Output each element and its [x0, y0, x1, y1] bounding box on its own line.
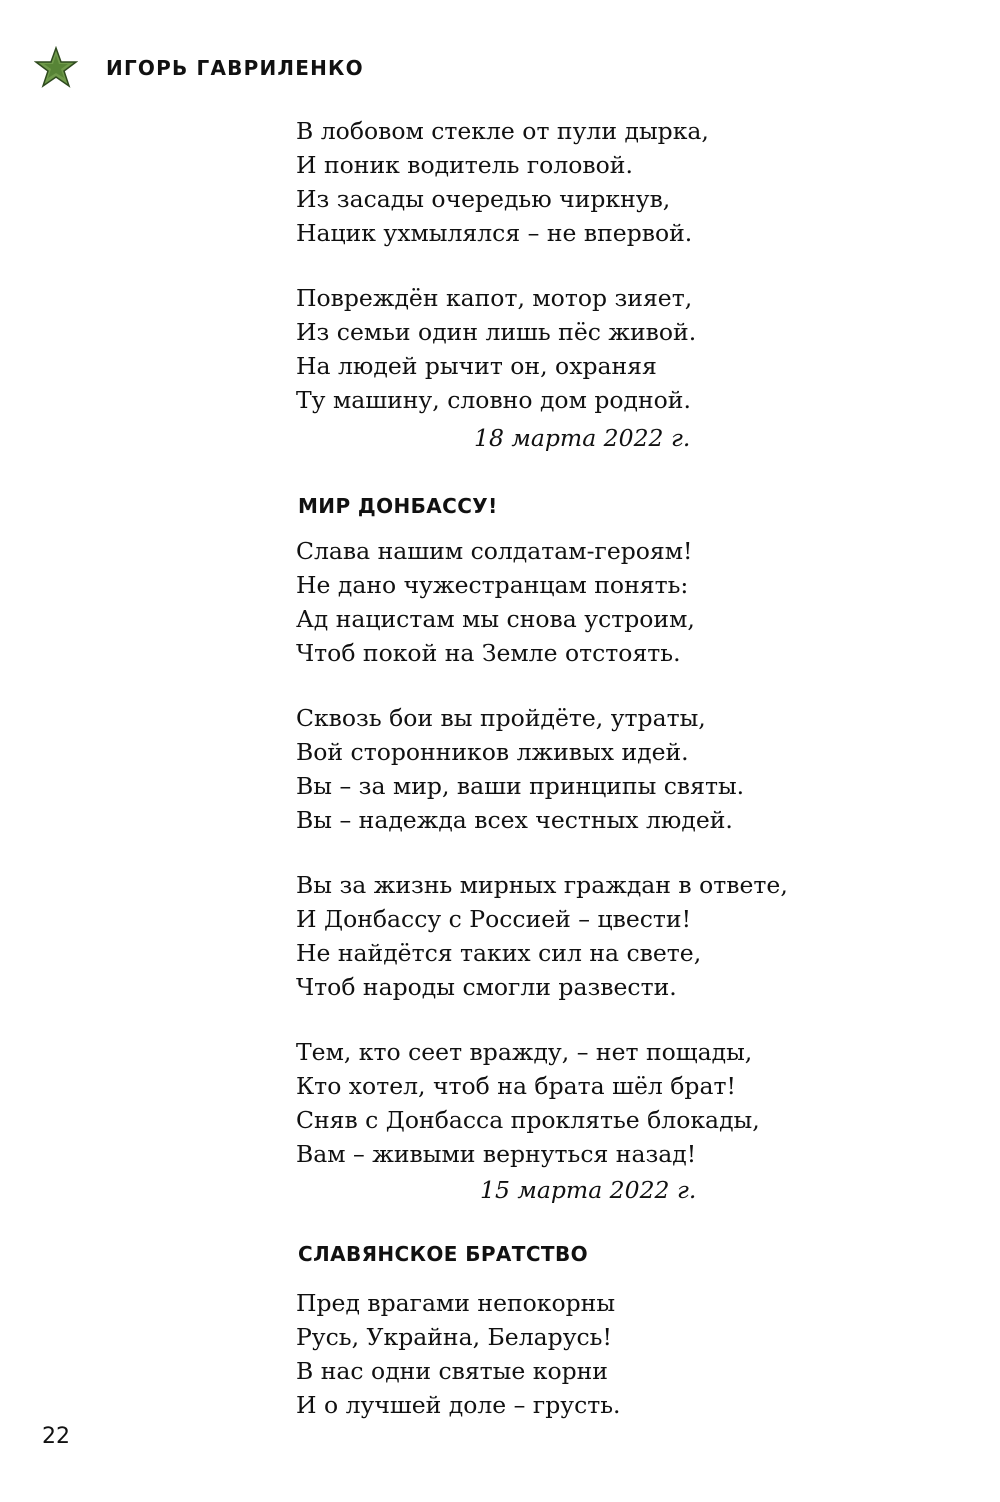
poem-line: Русь, Украйна, Беларусь! [296, 1323, 612, 1351]
poem-line: Слава нашим солдатам-героям! [296, 537, 693, 565]
poem-3-title: СЛАВЯНСКОЕ БРАТСТВО [298, 1242, 588, 1266]
poem-line: В лобовом стекле от пули дырка, [296, 117, 709, 145]
poem-line: Ту машину, словно дом родной. [296, 386, 691, 414]
star-icon [34, 46, 78, 90]
poem-line: Вы за жизнь мирных граждан в ответе, [296, 871, 788, 899]
page-number: 22 [42, 1424, 70, 1449]
poem-line: Пред врагами непокорны [296, 1289, 616, 1317]
poem-2 [296, 534, 788, 1171]
poem-line: Сквозь бои вы пройдёте, утраты, [296, 704, 706, 732]
poem-line: Из засады очередью чиркнув, [296, 185, 671, 213]
author-name: ИГОРЬ ГАВРИЛЕНКО [106, 56, 364, 80]
poem-line: Вы – надежда всех честных людей. [296, 806, 733, 834]
poem-line: Вам – живыми вернуться назад! [296, 1140, 697, 1168]
poem-line: Вы – за мир, ваши принципы святы. [296, 772, 745, 800]
poem-1 [296, 114, 709, 417]
poem-line: Чтоб народы смогли развести. [296, 973, 677, 1001]
poem-line: В нас одни святые корни [296, 1357, 608, 1385]
poem-line: На людей рычит он, охраняя [296, 352, 657, 380]
poem-line: Не найдётся таких сил на свете, [296, 939, 702, 967]
poem-line: Тем, кто сеет вражду, – нет пощады, [296, 1038, 753, 1066]
poem-3 [296, 1286, 621, 1422]
running-header [34, 46, 364, 90]
poem-line: И Донбассу с Россией – цвести! [296, 905, 692, 933]
poem-line: Повреждён капот, мотор зияет, [296, 284, 693, 312]
poem-line: Не дано чужестранцам понять: [296, 571, 689, 599]
poem-line: Кто хотел, чтоб на брата шёл брат! [296, 1072, 736, 1100]
poem-line: И поник водитель головой. [296, 151, 633, 179]
poem-1-date: 18 марта 2022 г. [474, 424, 691, 452]
poem-2-date: 15 марта 2022 г. [480, 1176, 697, 1204]
poem-line: Сняв с Донбасса проклятье блокады, [296, 1106, 760, 1134]
poem-line: Ад нацистам мы снова устроим, [296, 605, 695, 633]
poem-2-title: МИР ДОНБАССУ! [298, 494, 498, 518]
poem-line: И о лучшей доле – грусть. [296, 1391, 621, 1419]
poem-line: Вой сторонников лживых идей. [296, 738, 689, 766]
poem-line: Чтоб покой на Земле отстоять. [296, 639, 681, 667]
poem-line: Из семьи один лишь пёс живой. [296, 318, 697, 346]
poem-line: Нацик ухмылялся – не впервой. [296, 219, 693, 247]
